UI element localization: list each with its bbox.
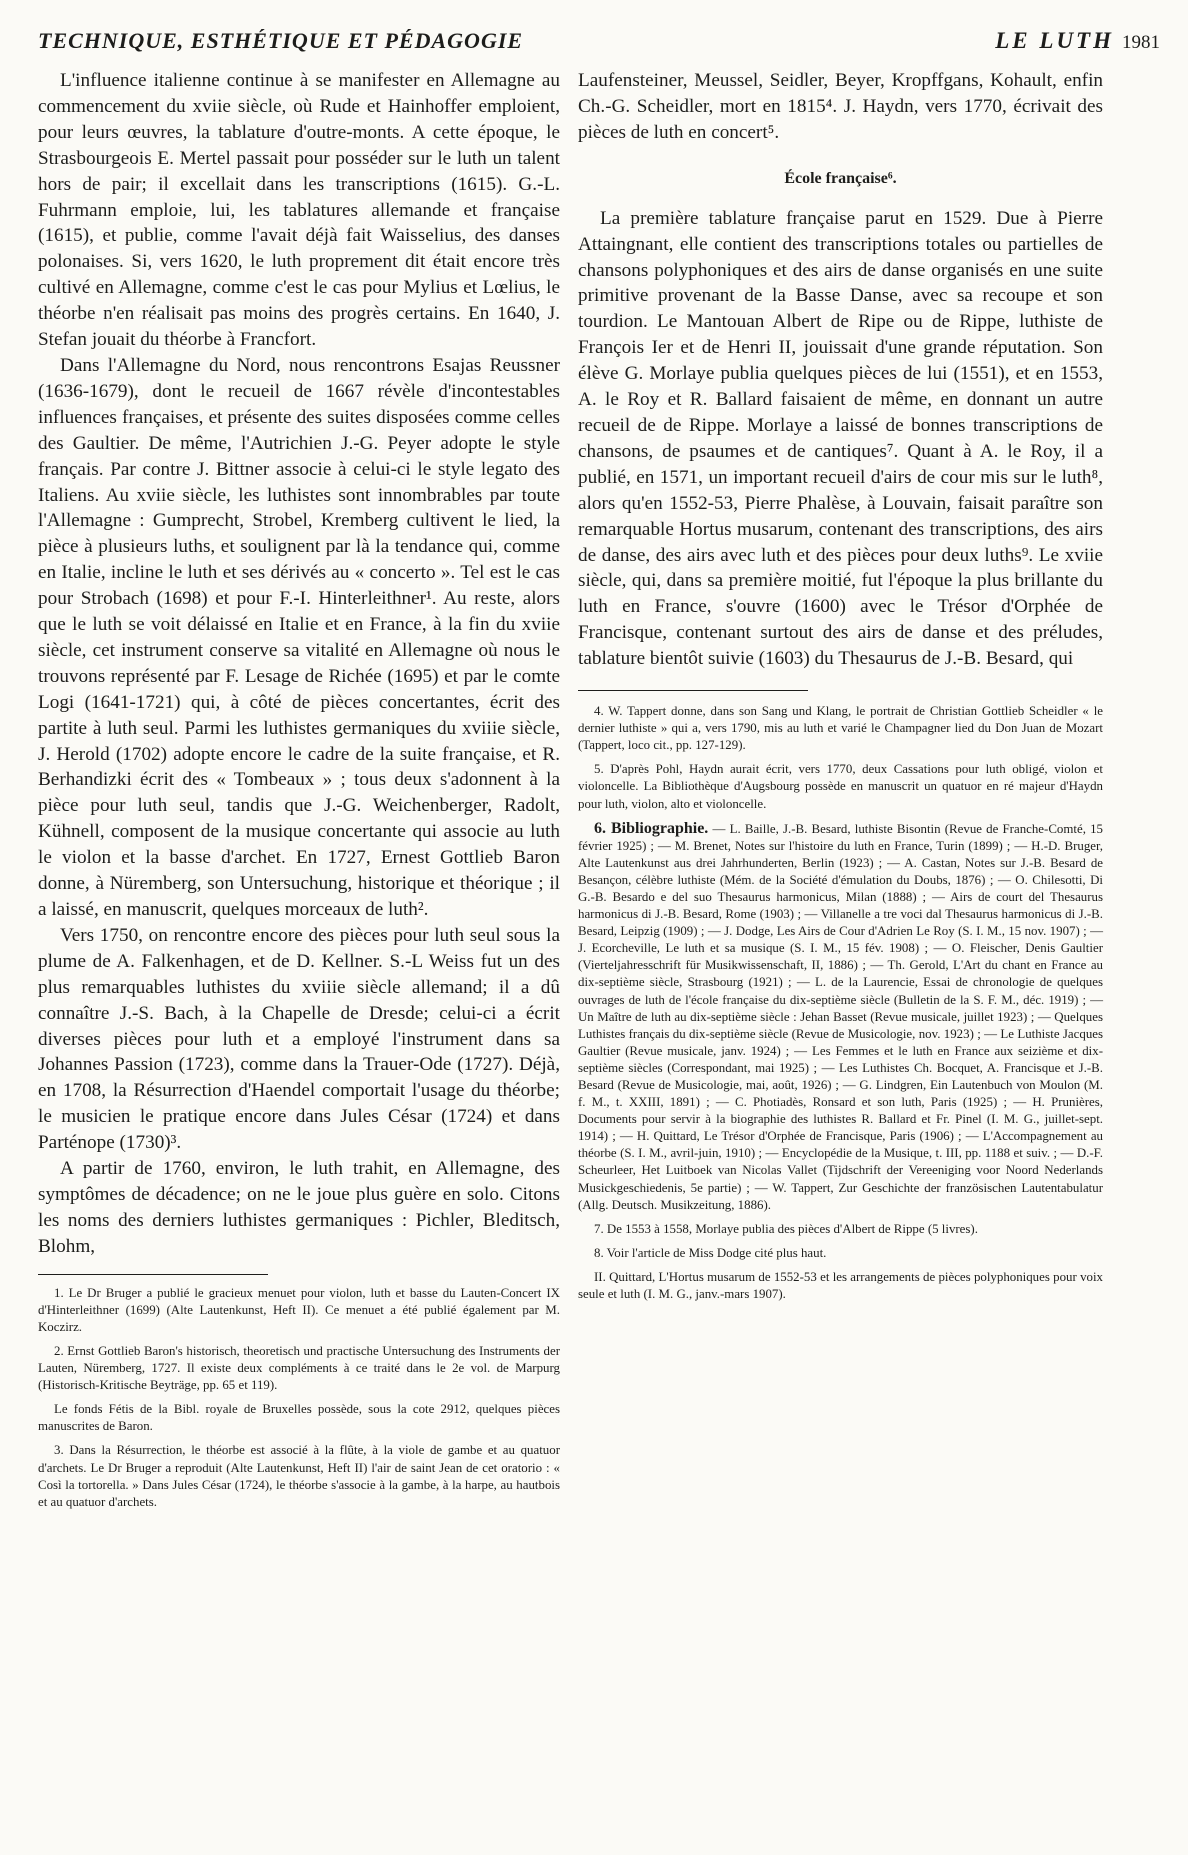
header-article-title [995,28,1160,54]
bibliography-label: 6. Bibliographie. [594,819,709,837]
footnote: 8. Voir l'article de Miss Dodge cité plus haut. [594,1245,827,1260]
right-footnotes [578,703,1103,1303]
footnote: 1. Le Dr Bruger a publié le gracieux menuet pour violon, luth et basse du Lauten-Concert IX d'Hinterleithner (1699) (Alte Lautenkunst, Heft II). Ce menuet a été publié également par M. Koczirz. [38,1285,560,1334]
header-section-title: TECHNIQUE, ESTHÉTIQUE ET PÉDAGOGIE [38,28,524,53]
paragraph: A partir de 1760, environ, le luth trahit, en Allemagne, des symptômes de décadence; on ne le joue plus guère en solo. Citons les noms des derniers luthistes germaniques : Pichler, Bleditsch, Blohm, [38,1158,560,1257]
footnote: 5. D'après Pohl, Haydn aurait écrit, vers 1770, deux Cassations pour luth obligé, violon et violoncelle. La Bibliothèque d'Augsbourg possède en manuscrit un quatuor en ré majeur d'Haydn pour luth, violon, alto et violoncelle. [578,762,1103,811]
footnote-divider [38,1274,268,1275]
footnote: 3. Dans la Résurrection, le théorbe est associé à la flûte, à la viole de gambe et au quatuor d'archets. Le Dr Bruger a reproduit (Alte Lautenkunst, Heft II) l'air de saint Jean de cet oratorio : « Così la tortorella. » Dans Jules César (1724), le théorbe s'associe à la gambe, à la harpe, au hautbois et au quatuor d'archets. [38,1443,560,1509]
footnote: Le fonds Fétis de la Bibl. royale de Bruxelles possède, sous la cote 2912, quelques pièces manuscrites de Baron. [38,1402,560,1434]
paragraph: Dans l'Allemagne du Nord, nous rencontrons Esajas Reussner (1636-1679), dont le recueil de 1667 révèle d'incontestables influences françaises, et présente des suites disposées comme celles des Gaultier. De même, l'Autrichien J.-G. Peyer adopte le style français. Par contre J. Bittner associe à celui-ci le style legato des Italiens. Au xviie siècle, les luthistes sont innombrables par toute l'Allemagne : Gumprecht, Strobel, Kremberg cultivent le lied, la pièce à plusieurs luths, et soulignent par là la tendance qui, comme en Italie, incline le luth et ses dérivés au « concerto ». Tel est le cas pour Strobach (1698) et pour F.-I. Hinterleithner¹. Au reste, alors que le luth se voit délaissé en Italie et en France, à la fin du xviie siècle, cet instrument conserve sa vitalité en Allemagne où nous le trouvons représenté par F. Lesage de Richée (1695) et par le comte Logi (1641-1721) qui, à côté de pièces concertantes, écrit des partite à luth seul. Parmi les luthistes germaniques du xviiie siècle, J. Herold (1702) adopte encore le cadre de la suite française, et R. Berhandizki écrit des « Tombeaux » ; tous deux s'adonnent à la pièce pour luth seul, tandis que J.-G. Weichenberger, Radolt, Kühnell, composent de la musique concertante qui associe au luth le violon et la basse d'archet. En 1727, Ernest Gottlieb Baron donne, à Nüremberg, son Untersuchung, historique et théorique ; il a laissé, en manuscrit, quelques morceaux de luth². [38,354,560,920]
header-article-name: LE LUTH [995,28,1114,53]
left-footnotes [38,1285,560,1511]
footnote: 4. W. Tappert donne, dans son Sang und Klang, le portrait de Christian Gottlieb Scheidler « le dernier luthiste » qui a, vers 1790, mis au luth et varié le Champagner lied du Don Juan de Mozart (Tappert, loco cit., pp. 127-129). [578,704,1103,753]
paragraph: Laufensteiner, Meussel, Seidler, Beyer, Kropffgans, Kohault, enfin Ch.-G. Scheidler, mort en 1815⁴. J. Haydn, vers 1770, écrivait des pièces de luth en concert⁵. [578,70,1103,143]
page-number: 1981 [1122,32,1160,53]
bibliography-text: — L. Baille, J.-B. Besard, luthiste Bisontin (Revue de Franche-Comté, 15 février 1925) ; — M. Brenet, Notes sur l'histoire du luth en France, Turin (1899) ; — H.-D. Bruger, Alte Lautenkunst aus drei Jahrhunderten, Berlin (1923) ; — A. Castan, Notes sur J.-B. Besard de Besançon, célèbre luthiste (Mém. de la Société d'émulation du Doubs, 1876) ; — O. Chilesotti, Di G.-B. Besardo e del suo Thesaurus harmonicus, Milan (1888) ; — Airs de court del Thesaurus harmonicus di J.-B. Besard, Rome (1903) ; — Villanelle a tre voci dal Thesaurus harmonicus di J.-B. Besard, Leipzig (1909) ; — J. Dodge, Les Airs de Cour d'Adrien Le Roy (S. I. M., 15 nov. 1907) ; — J. Ecorcheville, Le luth et sa musique (S. I. M., 15 fév. 1908) ; — O. Fleischer, Denis Gaultier (Vierteljahresschrift für Musikwissenschaft, II, 1886) ; — Th. Gerold, L'Art du chant en France au dix-septième siècle, Strasbourg (1921) ; — L. de la Laurencie, Essai de chronologie de quelques ouvrages de luth de l'école française du dix-septième siècle (Bulletin de la S. F. M., déc. 1919) ; — Un Maître de luth au dix-septième siècle : Jehan Basset (Revue musicale, juillet 1923) ; — Quelques Luthistes français du dix-septième siècle (Revue de Musicologie, nov. 1923) ; — Le Luthiste Jacques Gaultier (Revue musicale, janv. 1924) ; — Les Femmes et le luth en France aux seizième et dix-septième siècles (Correspondant, mai 1925) ; — Les Luthistes Ch. Bocquet, A. Francisque et J.-B. Besard (Revue de Musicologie, mai, août, 1926) ; — G. Lindgren, Ein Lautenbuch von Moulon (M. f. M., t. XXIII, 1891) ; — C. Photiadès, Ronsard et son luth, Paris (1925) ; — H. Prunières, Documents pour servir à la biographie des luthistes R. Ballard et Fr. Pinel (I. M. G., juillet-sept. 1914) ; — H. Quittard, Le Trésor d'Orphée de Francisque, Paris (1906) ; — L'Accompagnement au théorbe (S. I. M., avril-juin, 1910) ; — Encyclopédie de la Musique, t. III, pp. 1188 et suiv. ; — D.-F. Scheurleer, Het Luitboek van Nicolas Vallet (Tijdschrift der Vereeniging voor Noord Nederlands Musickgeschiedenis, 5e partie) ; — W. Tappert, Zur Geschichte der französischen Lautentabulatur (Allg. Deutsch. Musikzeitung, 1886). [578,821,1103,1212]
running-header [38,28,1160,58]
right-body-text [578,68,1103,146]
bibliography-footnote [578,820,1103,1214]
footnote: 7. De 1553 à 1558, Morlaye publia des pièces d'Albert de Rippe (5 livres). [594,1221,978,1236]
left-body-text [38,68,560,1260]
paragraph: Vers 1750, on rencontre encore des pièces pour luth seul sous la plume de A. Falkenhagen, et de D. Kellner. S.-L Weiss fut un des plus remarquables luthistes du xviiie siècle allemand; il a dû connaître J.-S. Bach, à la Chapelle de Dresde; celui-ci a écrit diverses pièces pour luth et a employé l'instrument dans sa Johannes Passion (1723), comme dans la Trauer-Ode (1727). Déjà, en 1708, la Résurrection d'Haendel comportait l'usage du théorbe; le musicien le pratique encore dans Jules César (1724) et dans Parténope (1730)³. [38,924,560,1154]
footnote: II. Quittard, L'Hortus musarum de 1552-53 et les arrangements de pièces polyphoniques pour voix seule et luth (I. M. G., janv.-mars 1907). [578,1269,1103,1302]
footnote: 2. Ernst Gottlieb Baron's historisch, theoretisch und practische Untersuchung des Instruments der Lauten, Nüremberg, 1727. Il existe deux compléments à ce traité dans le 2e vol. de Marpurg (Historisch-Kritische Beyträge, pp. 65 et 119). [38,1343,560,1393]
footnote-divider [578,690,808,691]
section-heading: École française⁶. [784,169,897,187]
right-body-text-2 [578,206,1103,672]
paragraph: L'influence italienne continue à se manifester en Allemagne au commencement du xviie siècle, où Rude et Hainhoffer emploient, pour leurs œuvres, la tablature d'outre-monts. A cette époque, le Strasbourgeois E. Mertel passait pour posséder sur le luth un talent hors de pair; il excellait dans les transcriptions (1615). G.-L. Fuhrmann emploie, lui, les tablatures allemande et française (1615), et publie, comme l'avait déjà fait Waisselius, des danses polonaises. Si, vers 1620, le luth proprement dit était encore très cultivé en Allemagne, comme c'est le cas pour Mylius et Lœlius, le théorbe n'en réalisait pas moins des progrès certains. En 1640, J. Stefan jouait du théorbe à Francfort. [38,70,560,351]
right-column [578,68,1103,1310]
left-column [38,68,560,1518]
paragraph: La première tablature française parut en 1529. Due à Pierre Attaingnant, elle contient des transcriptions totales ou partielles de chansons polyphoniques et des airs de danse organisés en une suite primitive provenant de la Basse Danse, avec sa recoupe et son tourdion. Le Mantouan Albert de Ripe ou de Rippe, luthiste de François Ier et de Henri II, jouissait d'une grande réputation. Son élève G. Morlaye publia quelques pièces de lui (1551), et en 1553, A. le Roy et R. Ballard faisaient de même, en donnant un autre recueil de de Rippe. Morlaye a laissé de bonnes transcriptions de chansons, de psaumes et de cantiques⁷. Quant à A. le Roy, il a publié, en 1571, un important recueil d'airs de cour mis sur le luth⁸, alors qu'en 1552-53, Pierre Phalèse, à Louvain, faisait paraître son remarquable Hortus musarum, contenant des transcriptions, des airs de danse, des airs avec luth et des pièces pour deux luths⁹. Le xviie siècle, qui, dans sa première moitié, fut l'époque la plus brillante du luth en France, s'ouvre (1600) avec le Trésor d'Orphée de Francisque, contenant surtout des airs de danse et des préludes, tablature bientôt suivie (1603) du Thesaurus de J.-B. Besard, qui [578,207,1103,670]
